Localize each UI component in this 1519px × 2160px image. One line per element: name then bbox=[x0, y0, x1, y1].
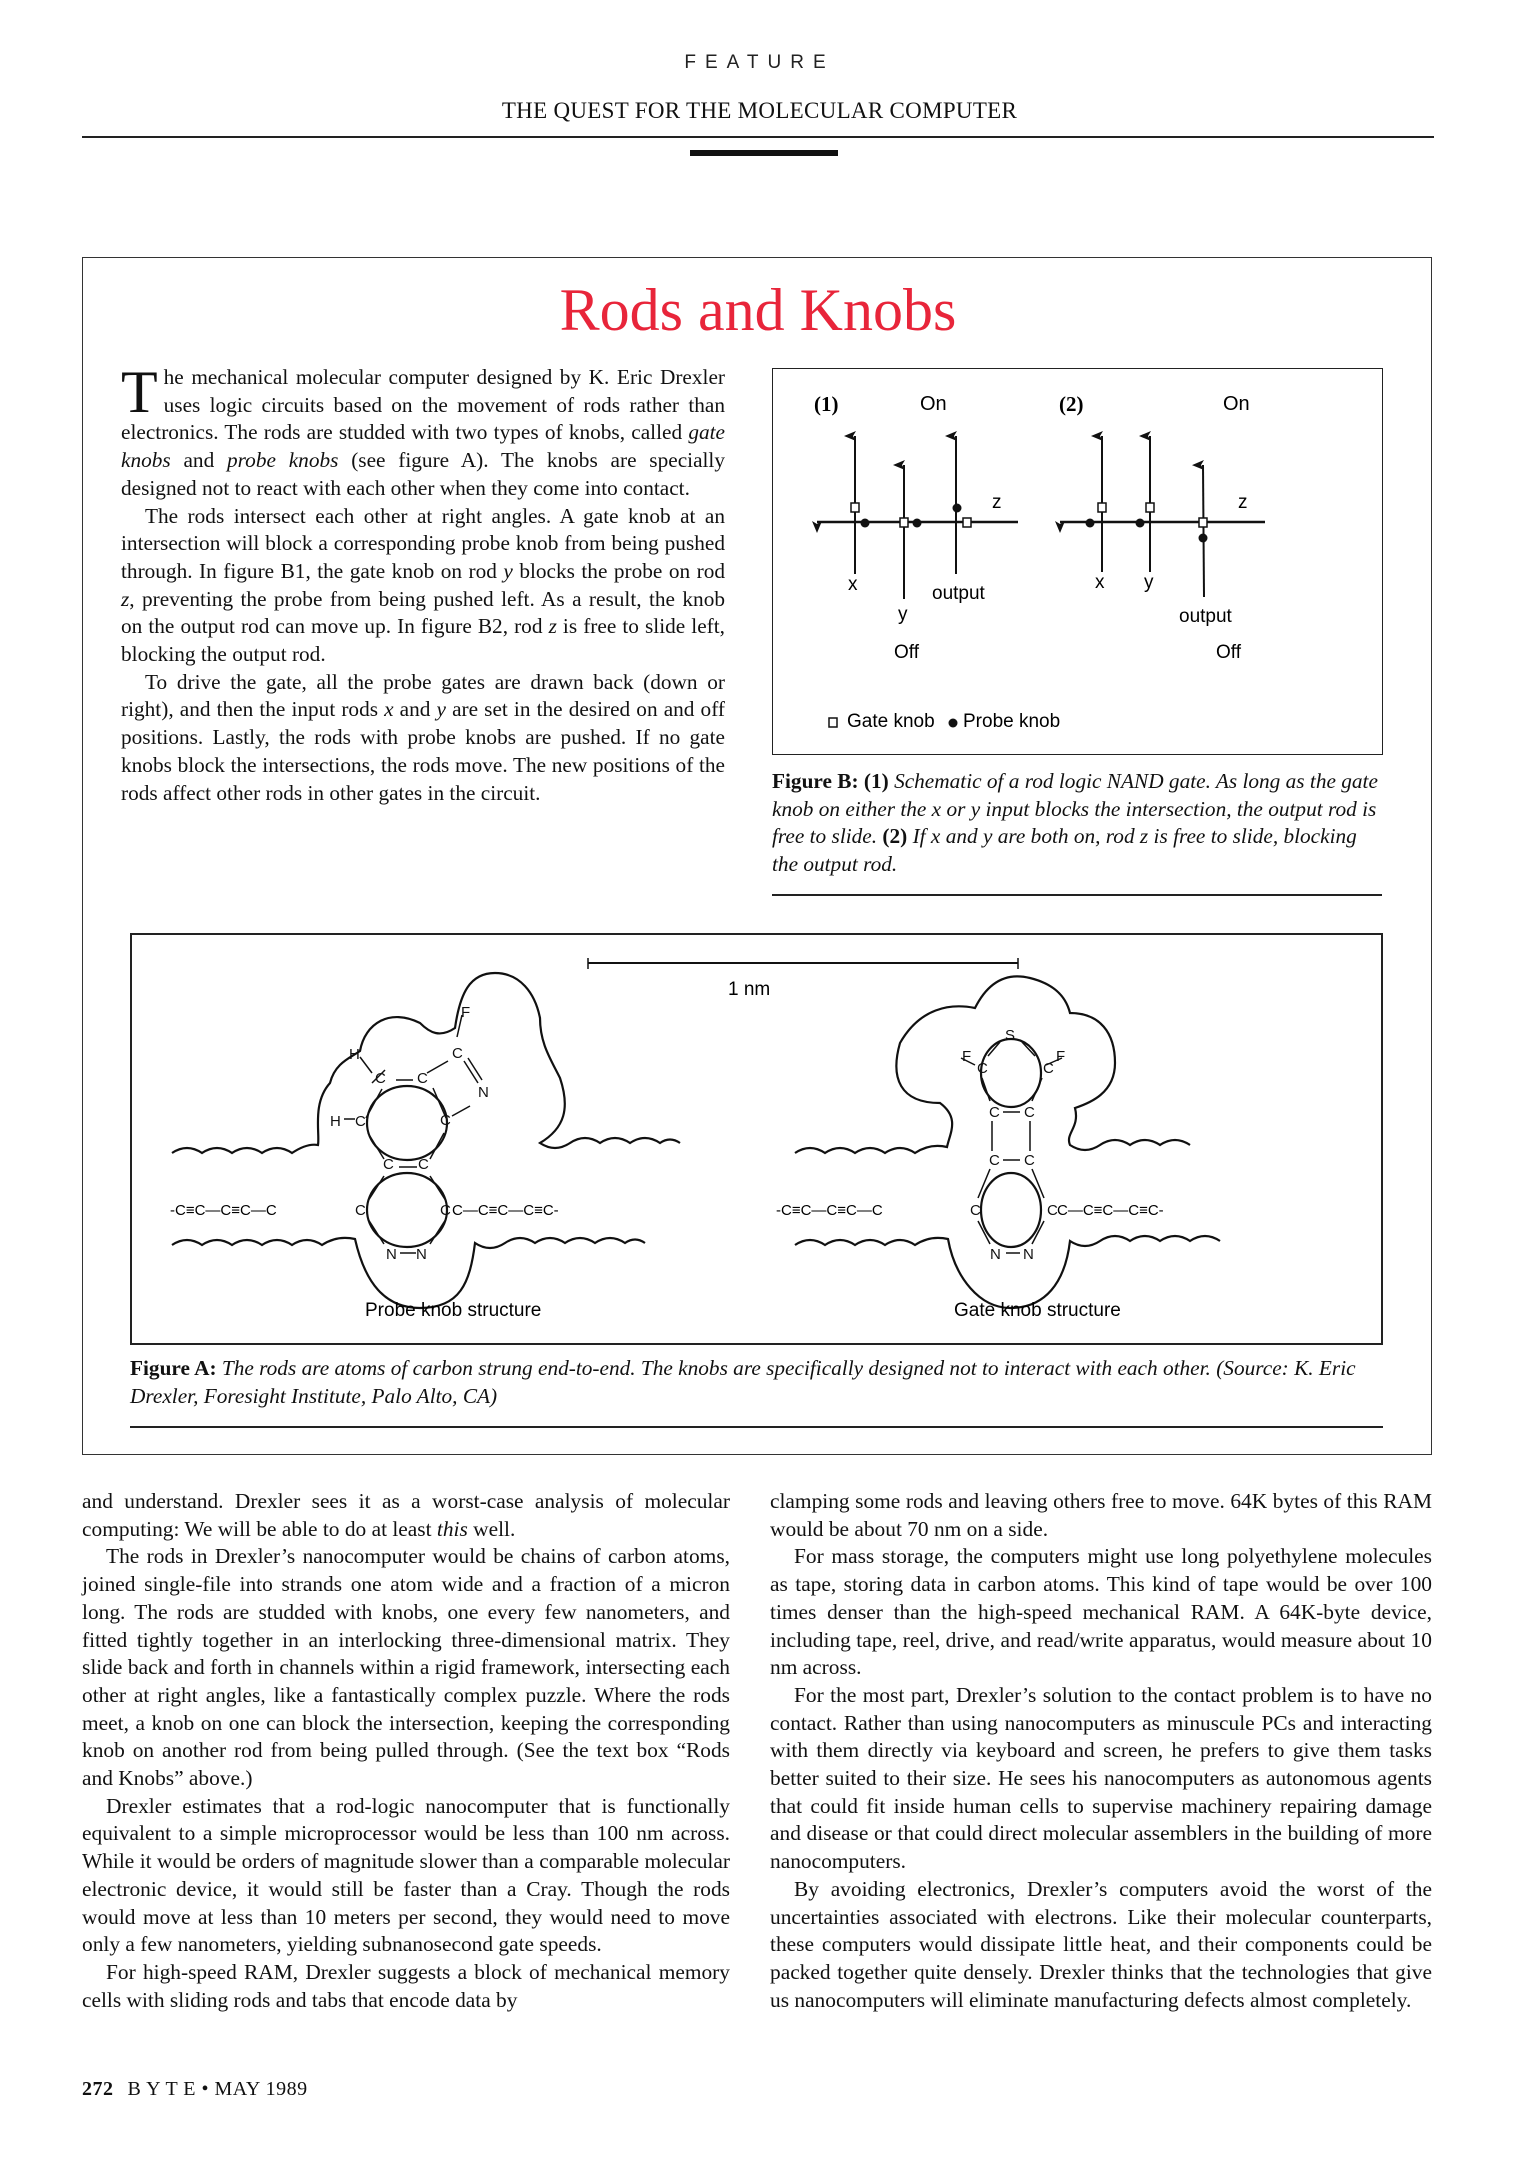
figure-b-rule bbox=[772, 894, 1382, 896]
probe-knob-icon bbox=[861, 519, 870, 528]
figure-a-caption: Figure A: The rods are atoms of carbon strung end-to-end. The knobs are specifically designed not to interact with each other. (Source: K. Eric Drexler, Foresight Institute, Palo Alto, CA) bbox=[130, 1356, 1356, 1408]
page-footer bbox=[82, 2078, 308, 2101]
scale-label: 1 nm bbox=[728, 979, 771, 1000]
svg-text:C: C bbox=[417, 1070, 428, 1087]
svg-text:F: F bbox=[962, 1048, 972, 1065]
body-paragraph: Drexler estimates that a rod-logic nanocomputer that is functionally equivalent to a simple microprocessor would be less than 100 nm across. While it would be orders of magnitude slower than a comparable molecular electronic device, it would still be faster than a Cray. Though the rods would move at less than 10 meters per second, they would need to move only a few nanometers, yielding subnanosecond gate speeds. bbox=[82, 1793, 730, 1957]
svg-text:y: y bbox=[1144, 572, 1154, 593]
svg-text:output: output bbox=[1179, 606, 1232, 627]
gate-chain-left: -C≡C—C≡C—C bbox=[776, 1202, 883, 1219]
svg-text:z: z bbox=[992, 492, 1002, 513]
figure-a-rule bbox=[130, 1426, 1383, 1428]
svg-text:C: C bbox=[970, 1202, 981, 1219]
svg-text:H: H bbox=[349, 1046, 360, 1063]
probe-chain-right: C—C≡C—C≡C- bbox=[452, 1202, 559, 1219]
figure-b-nand-diagram bbox=[772, 368, 1383, 755]
gate-knob-icon bbox=[1146, 503, 1154, 512]
body-paragraph: clamping some rods and leaving others free to move. 64K bytes of this RAM would be about 70 nm on a side. bbox=[770, 1489, 1432, 1541]
dropcap: T bbox=[121, 359, 158, 425]
header-accent-bar bbox=[690, 150, 838, 156]
body-column-1 bbox=[82, 1488, 730, 2014]
svg-text:x: x bbox=[848, 574, 858, 595]
figure-b-caption: Figure B: (1) Schematic of a rod logic NAND gate. As long as the gate knob on either the x or y input blocks the intersection, the output rod is free to slide. (2) If x and y are both on, rod z is free to slide, blocking the output rod. bbox=[772, 769, 1378, 876]
body-column-2 bbox=[770, 1488, 1432, 2014]
svg-text:C: C bbox=[1024, 1104, 1035, 1121]
legend-probe-knob-icon bbox=[949, 719, 958, 728]
svg-text:y: y bbox=[898, 604, 908, 625]
sidebar-intro-text bbox=[121, 359, 726, 807]
probe-knob-label: Probe knob structure bbox=[365, 1300, 542, 1321]
svg-text:output: output bbox=[932, 583, 985, 604]
svg-text:C: C bbox=[418, 1156, 429, 1173]
svg-text:C: C bbox=[440, 1202, 451, 1219]
svg-text:C: C bbox=[977, 1060, 988, 1077]
publication-line: B Y T E • MAY 1989 bbox=[127, 2078, 308, 2100]
probe-knob-icon bbox=[953, 504, 962, 513]
svg-text:Off: Off bbox=[1216, 642, 1241, 663]
svg-text:C: C bbox=[1043, 1060, 1054, 1077]
svg-text:C: C bbox=[375, 1070, 386, 1087]
intro-paragraph: The mechanical molecular computer designed by K. Eric Drexler uses logic circuits based on the movement of rods rather than electronics. The rods are studded with two types of knobs, called gate knobs and probe knobs (see figure A). The knobs are specially designed not to react with each other when they come into contact. bbox=[121, 359, 725, 500]
legend-gate: Gate knob bbox=[847, 711, 935, 732]
probe-chain-left: -C≡C—C≡C—C bbox=[170, 1202, 277, 1219]
svg-text:C: C bbox=[440, 1112, 451, 1129]
intro-paragraph: To drive the gate, all the probe gates are drawn back (down or right), and then the input rods x and y are set in the desired on and off positions. Lastly, the rods with probe knobs are pushed. If no gate knobs block the intersections, the rods move. The new positions of the rods affect other rods in other gates in the circuit. bbox=[121, 669, 725, 805]
gate-knob-label: Gate knob structure bbox=[954, 1300, 1121, 1321]
svg-text:C: C bbox=[1024, 1152, 1035, 1169]
sidebar-title: Rods and Knobs bbox=[559, 277, 957, 343]
svg-text:F: F bbox=[1056, 1048, 1066, 1065]
svg-text:N: N bbox=[990, 1246, 1001, 1263]
svg-text:S: S bbox=[1005, 1027, 1016, 1044]
svg-text:x: x bbox=[1095, 572, 1105, 593]
svg-text:C: C bbox=[452, 1045, 463, 1062]
svg-text:N: N bbox=[478, 1084, 489, 1101]
panel-2-label: (2) bbox=[1059, 392, 1084, 416]
gate-chain-right: C—C≡C—C≡C- bbox=[1057, 1202, 1164, 1219]
svg-text:C: C bbox=[989, 1152, 1000, 1169]
body-paragraph: and understand. Drexler sees it as a worst-case analysis of molecular computing: We will be able to do at least this well. bbox=[82, 1489, 730, 1541]
body-paragraph: For the most part, Drexler’s solution to the contact problem is to have no contact. Rather than using nanocomputers as minuscule PCs and interacting with them directly via keyboard and screen, he prefers to give them tasks better suited to their size. He sees his nanocomputers as autonomous agents that could fit inside human cells to supervise machinery repairing damage and disease or that could direct molecular assemblers in the building of more nanocomputers. bbox=[770, 1682, 1432, 1874]
body-paragraph: By avoiding electronics, Drexler’s computers avoid the worst of the uncertainties associated with electrons. Like their molecular counterparts, these computers would dissipate little heat, and their components could be packed together quite densely. Drexler thinks that the technologies that give us nanocomputers will eliminate manufacturing defects almost completely. bbox=[770, 1876, 1432, 2012]
gate-knob-icon bbox=[1199, 518, 1207, 527]
body-paragraph: For mass storage, the computers might use long polyethylene molecules as tape, storing data in carbon atoms. This kind of tape would be over 100 times denser than the high-speed mechanical RAM. A 64K-byte device, including tape, reel, drive, and read/write apparatus, would measure about 10 nm across. bbox=[770, 1544, 1432, 1680]
gate-knob-icon bbox=[963, 518, 971, 527]
header-rule bbox=[82, 136, 1434, 138]
legend-gate-knob-icon bbox=[829, 718, 837, 727]
intro-paragraph: The rods intersect each other at right angles. A gate knob at an intersection will block a corresponding probe knob from being pushed through. In figure B1, the gate knob on rod y blocks the probe on rod z, preventing the probe from being pushed left. As a result, the knob on the output rod can move up. In figure B2, rod z is free to slide left, blocking the output rod. bbox=[121, 503, 726, 667]
probe-knob-icon bbox=[1136, 519, 1145, 528]
body-paragraph: The rods in Drexler’s nanocomputer would be chains of carbon atoms, joined single-file into strands one atom wide and a fraction of a micron long. The rods are studded with knobs, one every few nanometers, and fitted tightly together in an interlocking three-dimensional matrix. They slide back and forth in channels within a rigid framework, intersecting each other at right angles, like a fantastically complex puzzle. Where the rods meet, a knob on one can block the intersection, keeping the corresponding knob on another rod from being pulled through. (See the text box “Rods and Knobs” above.) bbox=[82, 1544, 730, 1791]
figure-a-knob-structures bbox=[130, 933, 1383, 1345]
running-head: THE QUEST FOR THE MOLECULAR COMPUTER bbox=[501, 98, 1018, 123]
svg-text:On: On bbox=[1223, 393, 1250, 415]
svg-text:Off: Off bbox=[894, 642, 919, 663]
probe-knob-icon bbox=[913, 519, 922, 528]
svg-text:N: N bbox=[386, 1246, 397, 1263]
svg-text:F: F bbox=[461, 1004, 471, 1021]
probe-knob-icon bbox=[1086, 519, 1095, 528]
gate-knob-icon bbox=[851, 503, 859, 512]
svg-text:On: On bbox=[920, 393, 947, 415]
gate-knob-icon bbox=[1098, 503, 1106, 512]
svg-text:C: C bbox=[989, 1104, 1000, 1121]
svg-text:C: C bbox=[355, 1113, 366, 1130]
svg-text:C: C bbox=[383, 1156, 394, 1173]
page-number: 272 bbox=[82, 2078, 114, 2100]
svg-text:C: C bbox=[1047, 1202, 1058, 1219]
legend-probe: Probe knob bbox=[963, 711, 1061, 732]
body-paragraph: For high-speed RAM, Drexler suggests a block of mechanical memory cells with sliding rods and tabs that encode data by bbox=[82, 1959, 730, 2012]
svg-text:H: H bbox=[330, 1113, 341, 1130]
gate-atoms bbox=[962, 1027, 1065, 1263]
gate-knob-icon bbox=[900, 518, 908, 527]
probe-knob-icon bbox=[1199, 534, 1208, 543]
probe-atoms bbox=[330, 1004, 489, 1263]
section-kicker: FEATURE bbox=[684, 52, 835, 73]
svg-text:N: N bbox=[1023, 1246, 1034, 1263]
svg-text:C: C bbox=[355, 1202, 366, 1219]
svg-text:N: N bbox=[416, 1246, 427, 1263]
svg-text:z: z bbox=[1238, 492, 1248, 513]
panel-1-label: (1) bbox=[814, 392, 839, 416]
